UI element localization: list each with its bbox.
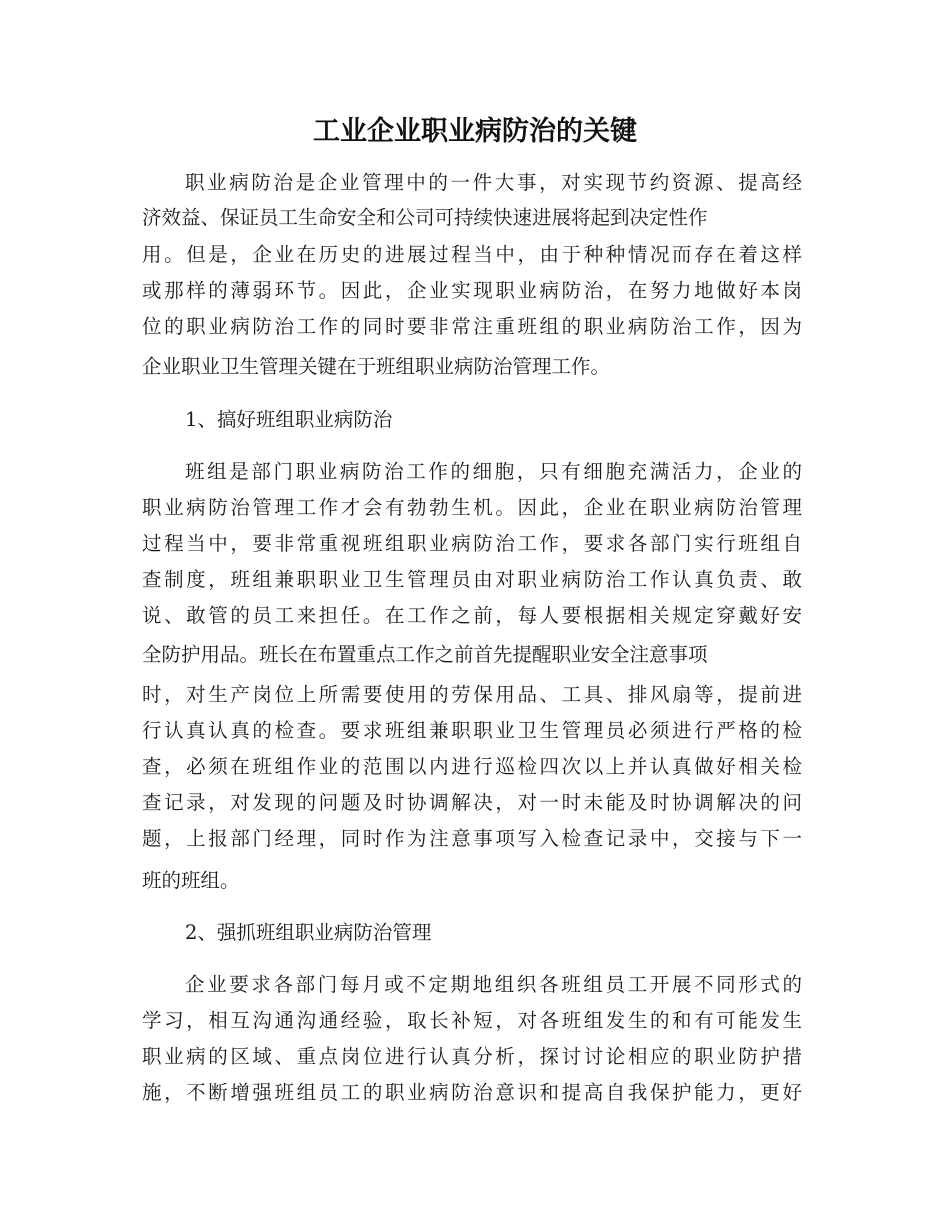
paragraph-2-line: 职业病防治管理工作才会有勃勃生机。因此，企业在职业病防治管理 [142, 496, 802, 519]
paragraph-2-line: 查制度，班组兼职职业卫生管理员由对职业病防治工作认真负责、敢 [142, 568, 802, 591]
paragraph-2-line: 行认真认真的检查。要求班组兼职职业卫生管理员必须进行严格的检 [142, 719, 802, 742]
paragraph-2-line: 班组是部门职业病防治工作的细胞，只有细胞充满活力，企业的 [185, 460, 802, 483]
section-heading-2: 2、强抓班组职业病防治管理 [185, 921, 432, 944]
paragraph-1-line: 职业病防治是企业管理中的一件大事，对实现节约资源、提高经 [185, 171, 802, 194]
paragraph-1-line: 或那样的薄弱环节。因此，企业实现职业病防治，在努力地做好本岗 [142, 279, 802, 302]
paragraph-2-line: 题，上报部门经理，同时作为注意事项写入检查记录中，交接与下一 [142, 827, 802, 850]
paragraph-2-line: 查，必须在班组作业的范围以内进行巡检四次以上并认真做好相关检 [142, 755, 802, 778]
paragraph-1-line: 位的职业病防治工作的同时要非常注重班组的职业病防治工作，因为 [142, 315, 802, 338]
paragraph-3-line: 职业病的区域、重点岗位进行认真分析，探讨讨论相应的职业防护措 [142, 1045, 802, 1068]
paragraph-2-line: 全防护用品。班长在布置重点工作之前首先提醒职业安全注意事项 [142, 643, 708, 666]
paragraph-1-line: 用。但是，企业在历史的进展过程当中，由于种种情况而存在着这样 [142, 243, 802, 266]
paragraph-1-line: 济效益、保证员工生命安全和公司可持续快速进展将起到决定性作 [142, 206, 708, 229]
paragraph-3-line: 企业要求各部门每月或不定期地组织各班组员工开展不同形式的 [185, 973, 802, 996]
paragraph-2-line: 说、敢管的员工来担任。在工作之前，每人要根据相关规定穿戴好安 [142, 604, 802, 627]
paragraph-2-line: 时，对生产岗位上所需要使用的劳保用品、工具、排风扇等，提前进 [142, 683, 802, 706]
paragraph-3-line: 施，不断增强班组员工的职业病防治意识和提高自我保护能力，更好 [142, 1081, 802, 1104]
paragraph-1-line: 企业职业卫生管理关键在于班组职业病防治管理工作。 [142, 355, 611, 378]
document-title: 工业企业职业病防治的关键 [313, 116, 637, 147]
paragraph-2-line: 班的班组。 [142, 869, 240, 892]
section-heading-1: 1、搞好班组职业病防治 [185, 408, 393, 431]
paragraph-2-line: 查记录，对发现的问题及时协调解决，对一时未能及时协调解决的问 [142, 791, 802, 814]
paragraph-2-line: 过程当中，要非常重视班组职业病防治工作，要求各部门实行班组自 [142, 532, 802, 555]
paragraph-3-line: 学习，相互沟通沟通经验，取长补短，对各班组发生的和有可能发生 [142, 1009, 802, 1032]
